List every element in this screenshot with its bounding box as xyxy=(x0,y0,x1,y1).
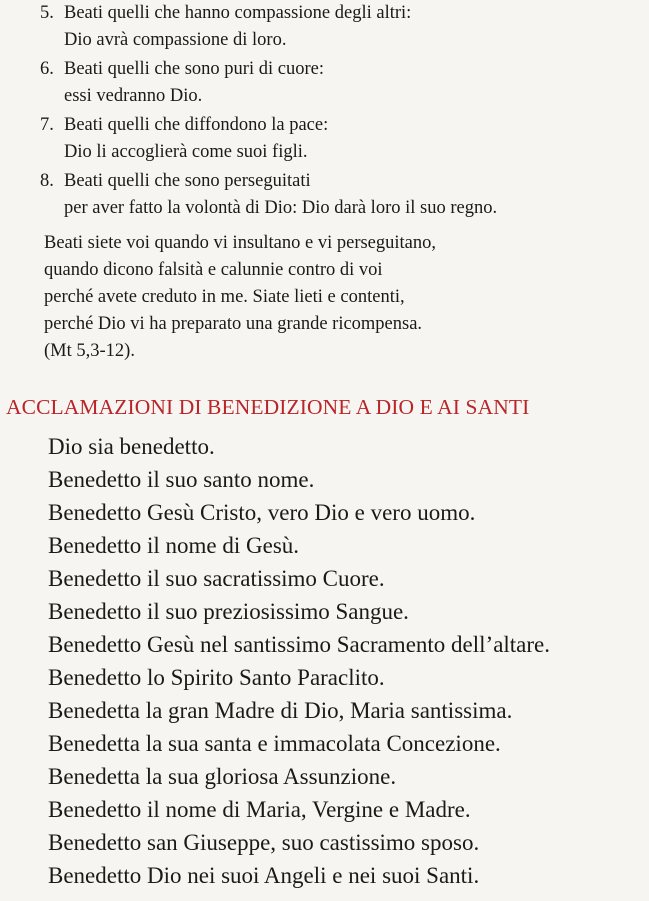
beatitude-number: 8. xyxy=(40,171,54,191)
acclamation-line: Benedetta la sua gloriosa Assunzione. xyxy=(48,764,397,789)
acclamation-line: Benedetto il suo santo nome. xyxy=(48,467,315,492)
acclamations-list xyxy=(48,430,648,892)
beatitude-line: Dio avrà compassione di loro. xyxy=(64,29,287,50)
beatitude-line: Beati quelli che sono perseguitati xyxy=(64,171,311,191)
acclamation-line: Benedetta la gran Madre di Dio, Maria santissima. xyxy=(48,698,513,723)
scripture-reference: (Mt 5,3-12). xyxy=(44,341,135,361)
acclamation-line: Benedetto Gesù nel santissimo Sacramento dell’altare. xyxy=(48,632,551,657)
beatitude-number: 7. xyxy=(40,115,54,135)
beatitude-item xyxy=(40,112,640,165)
beatitude-number: 5. xyxy=(40,3,54,23)
acclamation-line: Benedetto il nome di Gesù. xyxy=(48,533,300,558)
closing-paragraph xyxy=(44,230,644,365)
beatitude-line: per aver fatto la volontà di Dio: Dio darà loro il suo regno. xyxy=(64,197,498,218)
beatitude-item xyxy=(40,0,640,53)
beatitude-number: 6. xyxy=(40,59,54,79)
beatitude-line: essi vedranno Dio. xyxy=(64,85,203,106)
beatitude-line: Beati quelli che diffondono la pace: xyxy=(64,115,329,135)
acclamation-line: Benedetto san Giuseppe, suo castissimo sposo. xyxy=(48,830,480,855)
beatitude-line: Dio li accoglierà come suoi figli. xyxy=(64,141,308,162)
acclamation-line: Benedetto Gesù Cristo, vero Dio e vero uomo. xyxy=(48,500,476,525)
beatitudes-list xyxy=(40,0,640,224)
beatitude-item xyxy=(40,56,640,109)
acclamation-line: Benedetto lo Spirito Santo Paraclito. xyxy=(48,665,385,690)
acclamation-line: Benedetto il suo sacratissimo Cuore. xyxy=(48,566,385,591)
acclamation-line: Benedetto il suo preziosissimo Sangue. xyxy=(48,599,409,624)
acclamation-line: Benedetto Dio nei suoi Angeli e nei suoi Santi. xyxy=(48,863,480,888)
closing-line: perché avete creduto in me. Siate lieti e contenti, xyxy=(44,287,405,307)
acclamation-line: Benedetta la sua santa e immacolata Concezione. xyxy=(48,731,501,756)
closing-line: quando dicono falsità e calunnie contro di voi xyxy=(44,260,383,280)
beatitude-item xyxy=(40,168,640,221)
acclamation-line: Benedetto il nome di Maria, Vergine e Madre. xyxy=(48,797,471,822)
acclamation-line: Dio sia benedetto. xyxy=(48,434,215,459)
section-title: ACCLAMAZIONI DI BENEDIZIONE A DIO E AI SANTI xyxy=(6,395,530,419)
beatitude-line: Beati quelli che hanno compassione degli altri: xyxy=(64,3,412,23)
beatitude-line: Beati quelli che sono puri di cuore: xyxy=(64,59,324,79)
closing-line: Beati siete voi quando vi insultano e vi perseguitano, xyxy=(44,233,437,253)
closing-line: perché Dio vi ha preparato una grande ricompensa. xyxy=(44,314,423,334)
